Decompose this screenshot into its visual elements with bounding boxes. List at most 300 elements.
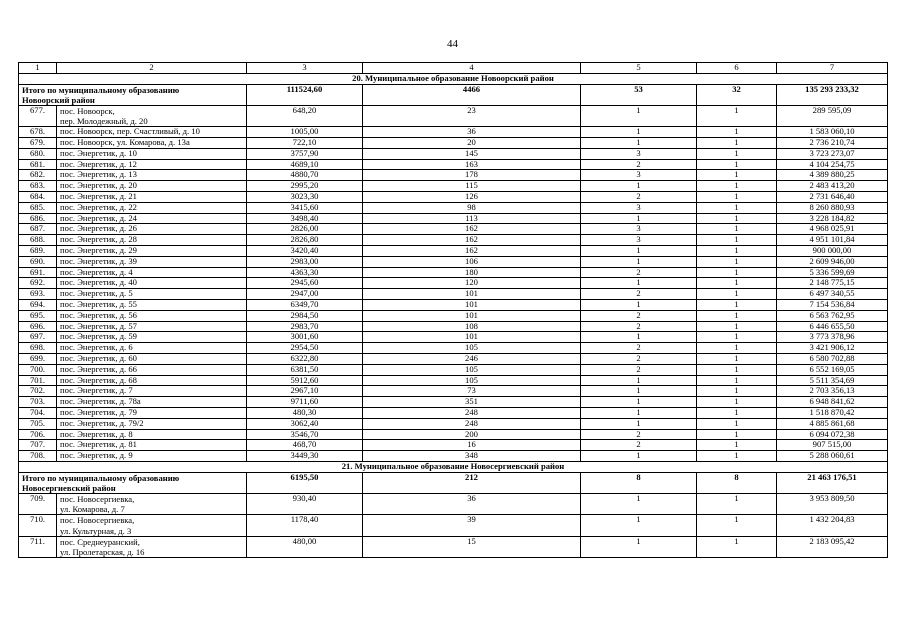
row-sum: 6 497 340,55 — [777, 289, 888, 300]
row-address — [57, 386, 247, 397]
row-address — [57, 245, 247, 256]
address-line: пос. Новосергиевка, — [60, 493, 135, 504]
row-col5: 2 — [581, 343, 697, 354]
row-col5: 2 — [581, 310, 697, 321]
row-area: 3001,60 — [247, 332, 363, 343]
row-col6: 1 — [697, 256, 777, 267]
row-count: 126 — [363, 191, 581, 202]
row-col6: 1 — [697, 159, 777, 170]
row-number: 697. — [19, 332, 57, 343]
row-count: 105 — [363, 364, 581, 375]
row-count: 108 — [363, 321, 581, 332]
row-area: 2947,00 — [247, 289, 363, 300]
row-number: 681. — [19, 159, 57, 170]
row-count: 162 — [363, 245, 581, 256]
row-sum: 5 336 599,69 — [777, 267, 888, 278]
row-col5: 2 — [581, 364, 697, 375]
row-col6: 1 — [697, 278, 777, 289]
address-line: пос. Новоорск, ул. Комарова, д. 13а — [60, 137, 190, 147]
row-count: 73 — [363, 386, 581, 397]
total-col6: 8 — [697, 472, 777, 493]
row-count: 115 — [363, 181, 581, 192]
row-sum: 907 515,00 — [777, 440, 888, 451]
address-line: пос. Энергетик, д. 56 — [60, 310, 137, 320]
table-row — [19, 267, 888, 278]
row-sum: 4 389 880,25 — [777, 170, 888, 181]
total-col6: 32 — [697, 84, 777, 105]
row-number: 708. — [19, 451, 57, 462]
address-line: пос. Энергетик, д. 57 — [60, 321, 137, 331]
address-line: пос. Энергетик, д. 20 — [60, 180, 137, 191]
row-number: 702. — [19, 386, 57, 397]
row-sum: 2 148 775,15 — [777, 278, 888, 289]
row-address — [57, 256, 247, 267]
row-address — [57, 170, 247, 181]
row-sum: 4 104 254,75 — [777, 159, 888, 170]
column-number: 7 — [777, 63, 888, 74]
row-number: 687. — [19, 224, 57, 235]
row-count: 348 — [363, 451, 581, 462]
row-sum: 6 563 762,95 — [777, 310, 888, 321]
row-col6: 1 — [697, 127, 777, 138]
row-col6: 1 — [697, 137, 777, 148]
row-col6: 1 — [697, 375, 777, 386]
column-number: 5 — [581, 63, 697, 74]
row-sum: 6 094 072,38 — [777, 429, 888, 440]
row-area: 2826,80 — [247, 235, 363, 246]
row-col5: 3 — [581, 202, 697, 213]
row-address — [57, 278, 247, 289]
row-col6: 1 — [697, 191, 777, 202]
row-address — [57, 127, 247, 138]
row-area: 2954,50 — [247, 343, 363, 354]
row-sum: 3 228 184,82 — [777, 213, 888, 224]
row-sum: 6 948 841,62 — [777, 397, 888, 408]
row-sum: 6 446 655,50 — [777, 321, 888, 332]
total-sum: 21 463 176,51 — [777, 472, 888, 493]
row-number: 709. — [19, 493, 57, 515]
row-col6: 1 — [697, 364, 777, 375]
address-line: пос. Энергетик, д. 79/2 — [60, 418, 144, 428]
table-row — [19, 515, 888, 537]
row-col5: 1 — [581, 105, 697, 127]
address-line: пос. Энергетик, д. 5 — [60, 288, 133, 299]
row-number: 710. — [19, 515, 57, 537]
row-address — [57, 267, 247, 278]
row-address — [57, 105, 247, 127]
row-address — [57, 515, 247, 537]
row-area: 3023,30 — [247, 191, 363, 202]
row-area: 3415,60 — [247, 202, 363, 213]
row-address — [57, 235, 247, 246]
row-count: 163 — [363, 159, 581, 170]
address-line: пос. Энергетик, д. 26 — [60, 223, 137, 234]
row-col5: 1 — [581, 515, 697, 537]
total-count: 212 — [363, 472, 581, 493]
address-line: ул. Комарова, д. 7 — [60, 503, 125, 514]
address-line: пос. Энергетик, д. 22 — [60, 202, 137, 212]
row-sum: 2 483 413,20 — [777, 181, 888, 192]
row-col6: 1 — [697, 343, 777, 354]
row-count: 20 — [363, 137, 581, 148]
address-line: пос. Среднеуранский, — [60, 536, 140, 547]
table-row — [19, 429, 888, 440]
row-address — [57, 299, 247, 310]
row-count: 248 — [363, 418, 581, 429]
section-title: 21. Муниципальное образование Новосергиевский район — [19, 461, 888, 472]
row-sum: 1 518 870,42 — [777, 407, 888, 418]
row-sum: 8 260 880,93 — [777, 202, 888, 213]
table-row — [19, 375, 888, 386]
row-col5: 3 — [581, 148, 697, 159]
row-sum: 4 885 861,68 — [777, 418, 888, 429]
row-area: 4880,70 — [247, 170, 363, 181]
row-address — [57, 159, 247, 170]
row-col6: 1 — [697, 267, 777, 278]
address-line: ул. Пролетарская, д. 16 — [60, 547, 145, 558]
table-row — [19, 202, 888, 213]
row-number: 703. — [19, 397, 57, 408]
row-count: 36 — [363, 493, 581, 515]
row-col6: 1 — [697, 224, 777, 235]
address-line: пос. Энергетик, д. 66 — [60, 364, 137, 374]
address-line: пер. Молодежный, д. 20 — [60, 115, 148, 126]
total-label-line: Новоорский район — [22, 94, 95, 105]
address-line: пос. Энергетик, д. 39 — [60, 256, 137, 266]
row-count: 162 — [363, 235, 581, 246]
row-address — [57, 181, 247, 192]
row-col5: 3 — [581, 170, 697, 181]
row-area: 6349,70 — [247, 299, 363, 310]
row-count: 246 — [363, 353, 581, 364]
row-number: 707. — [19, 440, 57, 451]
row-number: 694. — [19, 299, 57, 310]
row-count: 23 — [363, 105, 581, 127]
section-title: 20. Муниципальное образование Новоорский район — [19, 73, 888, 84]
address-line: пос. Энергетик, д. 28 — [60, 234, 137, 245]
row-number: 679. — [19, 137, 57, 148]
address-line: пос. Энергетик, д. 13 — [60, 169, 137, 180]
row-number: 682. — [19, 170, 57, 181]
table-row — [19, 343, 888, 354]
row-col5: 1 — [581, 181, 697, 192]
table-row — [19, 440, 888, 451]
row-col6: 1 — [697, 332, 777, 343]
total-label-line: Итого по муниципальному образованию — [22, 472, 180, 483]
row-count: 105 — [363, 375, 581, 386]
housing-register-table — [18, 62, 888, 558]
total-label-line: Итого по муниципальному образованию — [22, 84, 180, 95]
total-count: 4466 — [363, 84, 581, 105]
row-number: 693. — [19, 289, 57, 300]
row-address — [57, 224, 247, 235]
total-sum: 135 293 233,32 — [777, 84, 888, 105]
row-area: 2984,50 — [247, 310, 363, 321]
row-col5: 2 — [581, 321, 697, 332]
address-line: пос. Новосергиевка, — [60, 515, 135, 526]
row-area: 930,40 — [247, 493, 363, 515]
row-sum: 3 953 809,50 — [777, 493, 888, 515]
row-address — [57, 407, 247, 418]
row-count: 120 — [363, 278, 581, 289]
row-address — [57, 343, 247, 354]
row-col5: 2 — [581, 267, 697, 278]
row-col6: 1 — [697, 451, 777, 462]
row-col6: 1 — [697, 515, 777, 537]
row-area: 2967,10 — [247, 386, 363, 397]
row-number: 677. — [19, 105, 57, 127]
row-col6: 1 — [697, 536, 777, 558]
row-col6: 1 — [697, 245, 777, 256]
table-row — [19, 278, 888, 289]
row-number: 704. — [19, 407, 57, 418]
table-row — [19, 170, 888, 181]
row-col5: 1 — [581, 493, 697, 515]
row-count: 248 — [363, 407, 581, 418]
row-area: 6381,50 — [247, 364, 363, 375]
column-number: 6 — [697, 63, 777, 74]
address-line: пос. Энергетик, д. 24 — [60, 213, 137, 223]
row-number: 684. — [19, 191, 57, 202]
address-line: пос. Энергетик, д. 12 — [60, 159, 137, 169]
row-area: 2983,00 — [247, 256, 363, 267]
row-sum: 3 421 906,12 — [777, 343, 888, 354]
row-col5: 1 — [581, 127, 697, 138]
row-address — [57, 364, 247, 375]
row-count: 36 — [363, 127, 581, 138]
section-title-row — [19, 461, 888, 472]
column-number: 1 — [19, 63, 57, 74]
row-number: 685. — [19, 202, 57, 213]
row-count: 101 — [363, 299, 581, 310]
row-address — [57, 213, 247, 224]
row-sum: 1 583 060,10 — [777, 127, 888, 138]
row-area: 3062,40 — [247, 418, 363, 429]
address-line: пос. Новоорск, пер. Счастливый, д. 10 — [60, 126, 200, 137]
address-line: пос. Энергетик, д. 4 — [60, 267, 133, 277]
row-col6: 1 — [697, 299, 777, 310]
row-address — [57, 332, 247, 343]
row-sum: 7 154 536,84 — [777, 299, 888, 310]
row-address — [57, 310, 247, 321]
row-area: 3498,40 — [247, 213, 363, 224]
row-sum: 3 723 273,07 — [777, 148, 888, 159]
address-line: пос. Энергетик, д. 29 — [60, 245, 137, 255]
row-area: 1178,40 — [247, 515, 363, 537]
row-col6: 1 — [697, 440, 777, 451]
row-address — [57, 137, 247, 148]
row-col5: 2 — [581, 191, 697, 202]
row-col6: 1 — [697, 289, 777, 300]
row-count: 113 — [363, 213, 581, 224]
row-area: 2945,60 — [247, 278, 363, 289]
address-line: пос. Энергетик, д. 7 — [60, 385, 133, 396]
row-number: 698. — [19, 343, 57, 354]
row-count: 101 — [363, 332, 581, 343]
row-address — [57, 493, 247, 515]
row-sum: 4 968 025,91 — [777, 224, 888, 235]
table-row — [19, 127, 888, 138]
address-line: пос. Энергетик, д. 10 — [60, 148, 137, 158]
row-count: 178 — [363, 170, 581, 181]
row-number: 701. — [19, 375, 57, 386]
table-row — [19, 224, 888, 235]
column-number: 4 — [363, 63, 581, 74]
row-col6: 1 — [697, 105, 777, 127]
row-col5: 2 — [581, 353, 697, 364]
table-row — [19, 386, 888, 397]
row-col6: 1 — [697, 397, 777, 408]
row-number: 699. — [19, 353, 57, 364]
table-row — [19, 397, 888, 408]
row-address — [57, 289, 247, 300]
table-row — [19, 418, 888, 429]
row-col5: 1 — [581, 536, 697, 558]
table-row — [19, 407, 888, 418]
row-area: 6322,80 — [247, 353, 363, 364]
address-line: пос. Энергетик, д. 40 — [60, 277, 137, 288]
table-row — [19, 332, 888, 343]
total-area: 111524,60 — [247, 84, 363, 105]
address-line: пос. Энергетик, д. 21 — [60, 191, 137, 201]
row-address — [57, 321, 247, 332]
row-address — [57, 536, 247, 558]
row-col5: 3 — [581, 235, 697, 246]
row-area: 4363,30 — [247, 267, 363, 278]
row-sum: 5 511 354,69 — [777, 375, 888, 386]
address-line: ул. Культурная, д. 3 — [60, 525, 132, 536]
row-col5: 1 — [581, 418, 697, 429]
row-count: 16 — [363, 440, 581, 451]
table-row — [19, 191, 888, 202]
row-col6: 1 — [697, 202, 777, 213]
row-col6: 1 — [697, 321, 777, 332]
page-number: 44 — [447, 38, 458, 50]
table-row — [19, 321, 888, 332]
row-address — [57, 353, 247, 364]
section-total-row — [19, 84, 888, 105]
row-address — [57, 451, 247, 462]
address-line: пос. Новоорск, — [60, 105, 115, 116]
row-number: 690. — [19, 256, 57, 267]
row-col6: 1 — [697, 353, 777, 364]
row-sum: 6 552 169,05 — [777, 364, 888, 375]
row-number: 696. — [19, 321, 57, 332]
total-label — [19, 84, 247, 105]
row-col6: 1 — [697, 148, 777, 159]
row-area: 2826,00 — [247, 224, 363, 235]
row-col5: 1 — [581, 299, 697, 310]
row-area: 3546,70 — [247, 429, 363, 440]
row-address — [57, 429, 247, 440]
row-address — [57, 375, 247, 386]
row-col5: 2 — [581, 429, 697, 440]
row-area: 480,00 — [247, 536, 363, 558]
table-row — [19, 451, 888, 462]
row-count: 200 — [363, 429, 581, 440]
row-sum: 5 288 060,61 — [777, 451, 888, 462]
row-col6: 1 — [697, 407, 777, 418]
table-row — [19, 289, 888, 300]
row-sum: 900 000,00 — [777, 245, 888, 256]
address-line: пос. Энергетик, д. 55 — [60, 299, 137, 309]
row-count: 106 — [363, 256, 581, 267]
row-number: 686. — [19, 213, 57, 224]
section-title-row — [19, 73, 888, 84]
row-col6: 1 — [697, 310, 777, 321]
row-sum: 4 951 101,84 — [777, 235, 888, 246]
total-label — [19, 472, 247, 493]
row-address — [57, 148, 247, 159]
row-col5: 1 — [581, 386, 697, 397]
row-col5: 1 — [581, 375, 697, 386]
row-number: 700. — [19, 364, 57, 375]
row-number: 691. — [19, 267, 57, 278]
row-col6: 1 — [697, 170, 777, 181]
row-area: 648,20 — [247, 105, 363, 127]
total-area: 6195,50 — [247, 472, 363, 493]
row-address — [57, 397, 247, 408]
row-area: 2995,20 — [247, 181, 363, 192]
row-sum: 2 736 210,74 — [777, 137, 888, 148]
table-row — [19, 245, 888, 256]
row-address — [57, 440, 247, 451]
row-number: 688. — [19, 235, 57, 246]
row-sum: 2 703 356,13 — [777, 386, 888, 397]
row-sum: 2 731 646,40 — [777, 191, 888, 202]
row-count: 101 — [363, 310, 581, 321]
row-count: 98 — [363, 202, 581, 213]
row-col5: 1 — [581, 137, 697, 148]
table-row — [19, 256, 888, 267]
section-total-row — [19, 472, 888, 493]
row-count: 15 — [363, 536, 581, 558]
address-line: пос. Энергетик, д. 78а — [60, 396, 141, 407]
row-count: 351 — [363, 397, 581, 408]
row-count: 105 — [363, 343, 581, 354]
row-col5: 1 — [581, 332, 697, 343]
address-line: пос. Энергетик, д. 8 — [60, 429, 133, 439]
table-row — [19, 181, 888, 192]
row-col6: 1 — [697, 386, 777, 397]
table-row — [19, 105, 888, 127]
column-number: 3 — [247, 63, 363, 74]
row-sum: 2 183 095,42 — [777, 536, 888, 558]
address-line: пос. Энергетик, д. 9 — [60, 450, 133, 461]
address-line: пос. Энергетик, д. 60 — [60, 353, 137, 363]
table-row — [19, 159, 888, 170]
row-col5: 3 — [581, 224, 697, 235]
table-row — [19, 310, 888, 321]
row-sum: 6 580 702,88 — [777, 353, 888, 364]
row-col5: 1 — [581, 256, 697, 267]
address-line: пос. Энергетик, д. 68 — [60, 375, 137, 385]
row-sum: 2 609 946,00 — [777, 256, 888, 267]
row-col5: 1 — [581, 407, 697, 418]
row-col5: 1 — [581, 245, 697, 256]
row-address — [57, 202, 247, 213]
row-col5: 2 — [581, 289, 697, 300]
table-row — [19, 353, 888, 364]
row-number: 683. — [19, 181, 57, 192]
row-col5: 2 — [581, 440, 697, 451]
total-col5: 53 — [581, 84, 697, 105]
row-number: 689. — [19, 245, 57, 256]
table-row — [19, 148, 888, 159]
row-area: 480,30 — [247, 407, 363, 418]
row-address — [57, 191, 247, 202]
row-number: 706. — [19, 429, 57, 440]
